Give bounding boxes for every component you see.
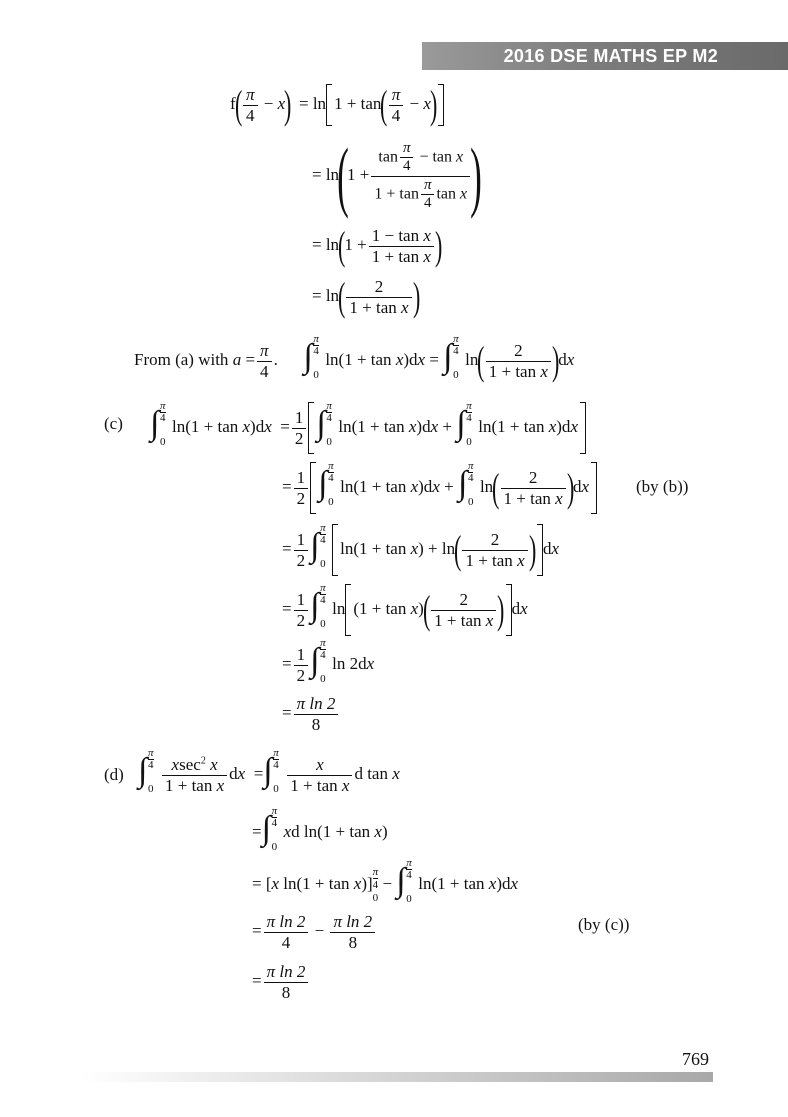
equation-line-3: = ln(1 + $\frac{\text{1 − tan x}}{\text{1 + tan x}}$ ) <box>312 223 443 269</box>
page-number: 769 <box>682 1049 709 1069</box>
from-a-line: From (a) with a = $\frac{\pi}{4}$ . ∫ π 4 0 ln(1 + tan x)dx = ∫ π 4 0 ln( $\frac{2}{\text{1 + tan x}}$ )dx <box>134 333 575 383</box>
part-d-line-4: = $\frac{\text{π ln 2}}{4}$ − $\frac{\text{π ln 2}}{8}$ <box>252 912 377 952</box>
header-title: 2016 DSE MATHS EP M2 <box>503 46 718 66</box>
part-c-line-5: = $\frac{1}{2}$ ∫ π 4 0 ln 2dx <box>282 637 375 685</box>
by-c-note: (by (c)) <box>578 915 630 934</box>
part-d-line-1: ∫ π 4 0 $\frac{xsec^2 x}{\text{1 + tan x}}$ dx = ∫ π 4 0 $\frac{x}{\text{1 + tan x}}$ d tan x <box>138 747 400 795</box>
equation-line-1: f( $\frac{\pi}{4}$ − x) = ln 1 + tan( $\frac{\pi}{4}$ − x) <box>230 84 444 126</box>
part-c-result: = $\frac{\text{π ln 2}}{8}$ <box>282 694 340 734</box>
footer-bar <box>80 1072 713 1082</box>
part-d-line-2: = ∫ π 4 0 xd ln(1 + tan x) <box>252 805 388 853</box>
part-c-line-2: = $\frac{1}{2}$ ∫ π 4 0 ln(1 + tan x)dx + ∫ π 4 0 ln( $\frac{2}{\text{1 + tan x}}$ )dx <box>282 462 597 514</box>
part-d-label: (d) <box>104 765 124 784</box>
part-c-line-1: ∫ π 4 0 ln(1 + tan x)dx = $\frac{1}{2}$ ∫ π 4 0 ln(1 + tan x)dx + ∫ π 4 0 ln(1 + tan x)dx <box>150 402 586 454</box>
part-c-result-num: π ln 2 <box>294 694 339 715</box>
equation-line-2: = ln(1 + tan $\frac{\pi}{4}$ − tan x 1 + tan $\frac{\pi}{4}$ tan x ) <box>312 131 482 219</box>
part-c-line-4: = $\frac{1}{2}$ ∫ π 4 0 ln (1 + tan x)( $\frac{2}{\text{1 + tan x}}$ ) dx <box>282 584 528 636</box>
by-b-note: (by (b)) <box>636 477 689 496</box>
part-c-label: (c) <box>104 414 123 433</box>
part-d-line-3: = [x ln(1 + tan x)] π 4 0 − ∫ π 4 0 ln(1 + tan x)dx <box>252 857 519 905</box>
part-c-line-3: = $\frac{1}{2}$ ∫ π 4 0 ln(1 + tan x) + ln( $\frac{2}{\text{1 + tan x}}$ ) dx <box>282 524 559 576</box>
equation-line-4: = ln( $\frac{2}{\text{1 + tan x}}$ ) <box>312 274 420 320</box>
from-a-text: From (a) with <box>134 349 229 369</box>
part-d-result: = $\frac{\text{π ln 2}}{8}$ <box>252 962 310 1002</box>
part-c-result-den: 8 <box>311 714 321 734</box>
header-bar <box>422 42 788 70</box>
